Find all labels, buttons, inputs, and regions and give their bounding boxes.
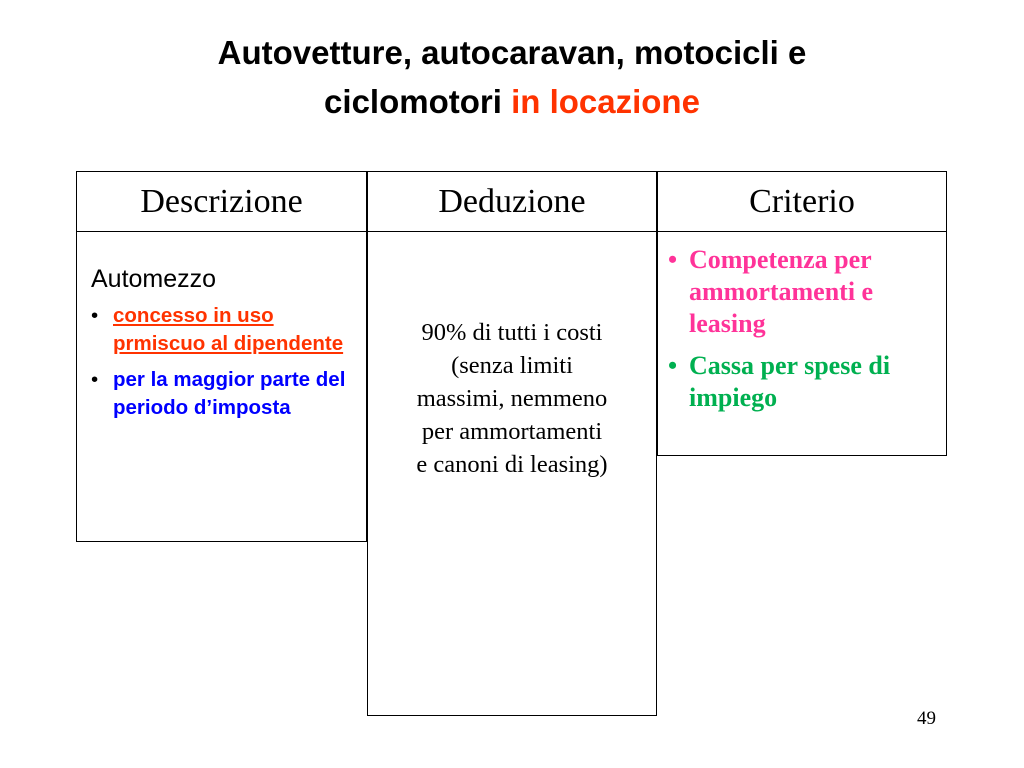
criterio-bullet-list	[668, 244, 938, 414]
bullet-dot-icon: •	[91, 304, 99, 327]
title-line-1: Autovetture, autocaravan, motocicli e	[217, 34, 807, 71]
title-line-2-accent: in locazione	[511, 83, 700, 120]
bullet-text-concesso: concesso in uso prmiscuo al dipendente	[113, 304, 344, 355]
title-line-2	[60, 77, 964, 126]
header-descrizione: Descrizione	[76, 171, 367, 232]
cell-deduzione	[367, 231, 657, 716]
bullet-text-competenza: Competenza per ammortamenti e leasing	[689, 245, 874, 338]
cell-descrizione	[76, 231, 367, 542]
vehicle-label: Automezzo	[91, 265, 217, 293]
header-criterio: Criterio	[657, 171, 947, 232]
list-item	[91, 366, 356, 422]
cell-criterio	[657, 231, 947, 456]
list-item	[91, 302, 356, 358]
deduction-text: 90% di tutti i costi (senza limiti massimi, nemmeno per ammortamenti e canoni di leasing)	[416, 319, 608, 478]
descrizione-bullet-list	[91, 302, 356, 422]
bullet-text-cassa: Cassa per spese di impiego	[689, 351, 891, 412]
slide-title	[60, 28, 964, 126]
list-item	[668, 350, 938, 414]
bullet-dot-icon: •	[668, 245, 678, 274]
page-number: 49	[917, 708, 936, 729]
bullet-dot-icon: •	[668, 351, 678, 380]
list-item	[668, 244, 938, 340]
title-line-2-plain: ciclomotori	[324, 83, 502, 120]
header-deduzione: Deduzione	[367, 171, 657, 232]
bullet-dot-icon: •	[91, 368, 99, 391]
bullet-text-periodo: per la maggior parte del periodo d’imposta	[113, 368, 346, 419]
